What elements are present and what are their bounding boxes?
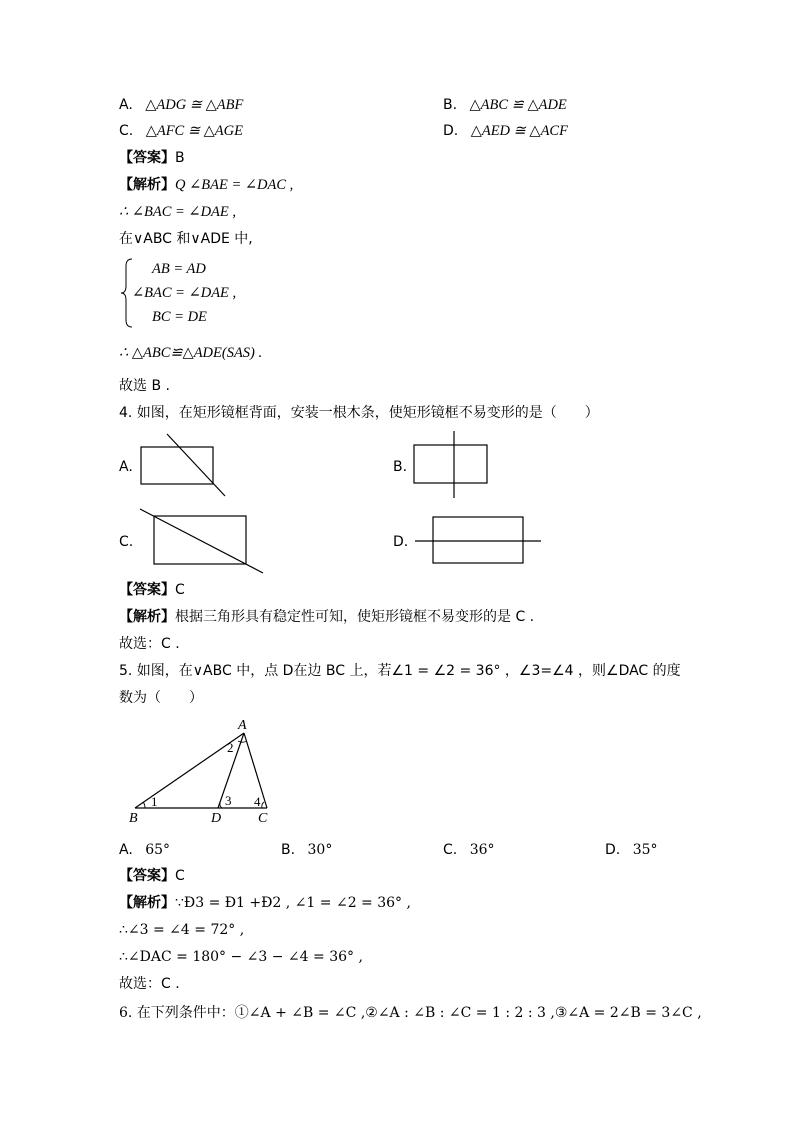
answer-value: C [175,582,185,598]
analysis-tag: 【解析】 [119,609,175,625]
option-label: D. [443,123,459,139]
analysis-tag: 【解析】 [119,895,175,911]
q4-choose: 故选：C . [119,636,180,652]
option-text: △AFC ≅ △AGE [145,123,243,139]
answer-tag: 【答案】 [119,868,175,884]
q4-option-d-label: D. [393,534,409,550]
option-text: 65° [145,842,171,858]
q5-analysis-line-3: ∴∠DAC = 180° − ∠3 − ∠4 = 36° , [119,949,363,965]
option-label: A. [119,842,133,858]
answer-tag: 【答案】 [119,150,175,166]
q3-conclusion: ∴ △ABC≌△ADE(SAS) . [119,345,263,361]
vertex-c-label: C [258,811,268,826]
q5-choose: 故选：C . [119,976,180,992]
answer-value: B [175,150,185,166]
option-label: C. [119,123,134,139]
angle-1-label: 1 [151,794,158,809]
option-label: A. [119,97,133,113]
vertex-a-label: A [238,718,247,733]
angle-2-label: 2 [227,740,234,755]
q5-stem-line-1: 5. 如图，在∨ABC 中，点 D在边 BC 上，若∠1 = ∠2 = 36° ，∠3=∠4 ，则∠DAC 的度 [119,663,681,679]
q5-option-b [281,841,332,859]
answer-tag: 【答案】 [119,582,175,598]
vertex-d-label: D [211,811,222,826]
q5-option-c [443,841,495,859]
q4-stem: 4. 如图，在矩形镜框背面，安装一根木条，使矩形镜框不易变形的是（ ） [119,405,599,421]
q5-option-d [605,841,658,859]
option-text: △ABC ≌ △ADE [469,97,567,113]
analysis-text: 根据三角形具有稳定性可知，使矩形镜框不易变形的是 C . [175,609,535,625]
system-line-3: BC = DE [152,309,207,325]
answer-value: C [175,868,185,884]
q5-answer [119,867,185,885]
analysis-text: Q ∠BAE = ∠DAC , [175,177,294,193]
angle-4-label: 4 [254,794,261,809]
option-text: 36° [469,842,495,858]
q4-option-c-label: C. [119,534,134,550]
q4-option-a-label: A. [119,459,133,475]
q5-stem-line-2: 数为（ ） [119,690,203,706]
option-text: △ADG ≅ △ABF [145,97,244,113]
option-text: △AED ≅ △ACF [470,123,568,139]
q5-option-a [119,841,170,859]
option-label: D. [605,842,621,858]
q4-option-b-label: B. [393,459,408,475]
option-label: B. [443,97,458,113]
system-line-2: ∠BAC = ∠DAE , [132,285,237,301]
angle-3-label: 3 [225,793,232,808]
q3-choose: 故选 B . [119,378,170,394]
option-text: 35° [632,842,658,858]
analysis-text: ∵Ð3 = Ð1 +Ð2 , ∠1 = ∠2 = 36° , [175,895,411,911]
option-label: C. [443,842,458,858]
q3-analysis-line-3: 在∨ABC 和∨ADE 中, [119,231,253,247]
q6-stem: 6. 在下列条件中：①∠A + ∠B = ∠C ,②∠A : ∠B : ∠C = 1 : 2 : 3 ,③∠A = 2∠B = 3∠C , [119,1005,702,1021]
q5-analysis-line-2: ∴∠3 = ∠4 = 72° , [119,922,245,938]
vertex-b-label: B [129,811,138,826]
option-text: 30° [307,842,333,858]
system-line-1: AB = AD [152,261,206,277]
q5-analysis-line-1 [119,894,411,912]
option-label: B. [281,842,296,858]
q3-analysis-line-2: ∴ ∠BAC = ∠DAE , [119,204,237,220]
analysis-tag: 【解析】 [119,177,175,193]
